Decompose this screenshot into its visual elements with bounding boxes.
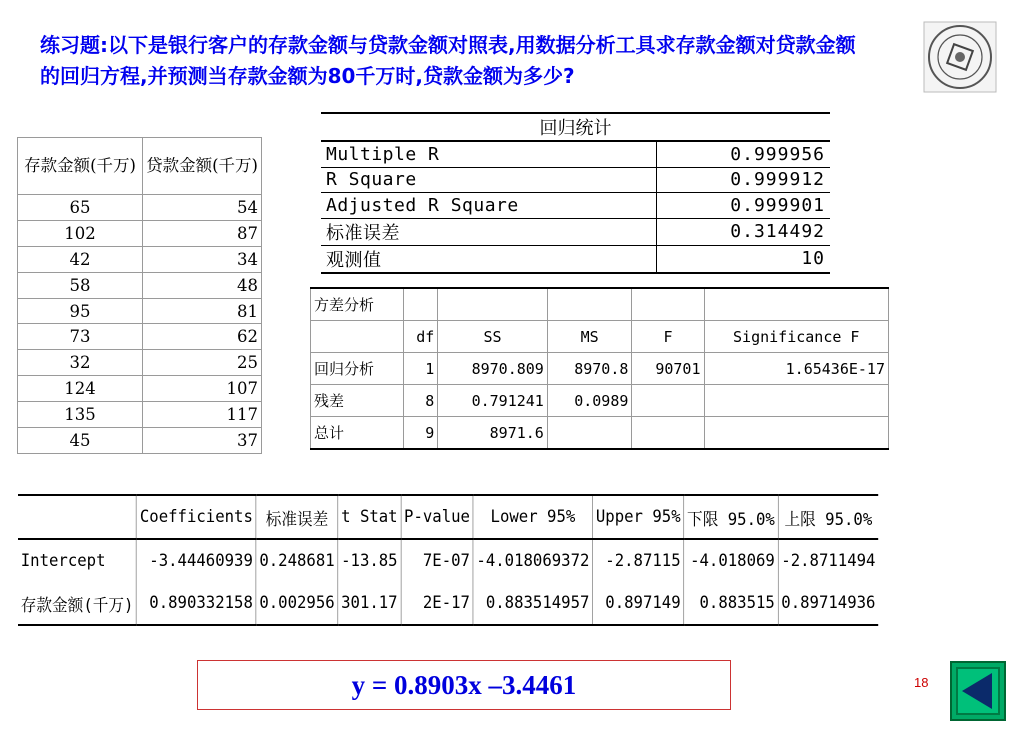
- coef-cell: 0.883514957: [473, 582, 592, 625]
- regression-equation: y = 0.8903x –3.4461: [197, 660, 731, 710]
- empty-cell: [632, 288, 704, 321]
- coef-cell: 7E-07: [401, 539, 473, 582]
- anova-cell: 8: [403, 385, 438, 417]
- empty-cell: [704, 288, 889, 321]
- table-row: [18, 350, 262, 376]
- empty-cell: [403, 288, 438, 321]
- stat-label: 标准误差: [321, 218, 656, 245]
- university-seal-icon: [923, 21, 997, 93]
- coef-header: 下限 95.0%: [684, 495, 778, 539]
- coef-row-label: 存款金额(千万): [18, 582, 137, 625]
- anova-table: [310, 287, 889, 450]
- table-row: [311, 385, 889, 417]
- anova-header: F: [632, 321, 704, 353]
- table-row: [321, 218, 830, 245]
- loan-cell: 48: [143, 272, 262, 298]
- anova-cell: 1.65436E-17: [704, 353, 889, 385]
- table-row: [18, 324, 262, 350]
- stat-label: Multiple R: [321, 141, 656, 167]
- deposit-cell: 73: [18, 324, 143, 350]
- table-row: [311, 353, 889, 385]
- anova-cell: [632, 385, 704, 417]
- anova-cell: 1: [403, 353, 438, 385]
- anova-header: [311, 321, 404, 353]
- coef-header-row: [18, 495, 878, 539]
- table-row: [18, 195, 262, 221]
- stat-label: Adjusted R Square: [321, 193, 656, 219]
- anova-cell: [704, 417, 889, 450]
- table-row: [18, 246, 262, 272]
- empty-cell: [547, 288, 632, 321]
- stat-value: 0.999956: [656, 141, 830, 167]
- table-row: [311, 417, 889, 450]
- table-row: [321, 193, 830, 219]
- coef-cell: 0.248681: [256, 539, 338, 582]
- deposit-cell: 58: [18, 272, 143, 298]
- loan-cell: 25: [143, 350, 262, 376]
- coef-header: Coefficients: [137, 495, 256, 539]
- header-deposit: 存款金额(千万): [18, 138, 143, 195]
- loan-cell: 62: [143, 324, 262, 350]
- exercise-title: 练习题:以下是银行客户的存款金额与贷款金额对照表,用数据分析工具求存款金额对贷款金额的回归方程,并预测当存款金额为80千万时,贷款金额为多少?: [40, 33, 856, 88]
- anova-caption: 方差分析: [311, 288, 404, 321]
- anova-cell: 8970.8: [547, 353, 632, 385]
- deposit-loan-table: [17, 137, 262, 454]
- coef-header: t Stat: [338, 495, 401, 539]
- table-row: [321, 141, 830, 167]
- coef-row-label: Intercept: [18, 539, 137, 582]
- loan-cell: 87: [143, 220, 262, 246]
- deposit-cell: 45: [18, 428, 143, 454]
- anova-header: df: [403, 321, 438, 353]
- coef-cell: -4.018069: [684, 539, 778, 582]
- deposit-cell: 42: [18, 246, 143, 272]
- anova-cell: [632, 417, 704, 450]
- anova-row-label: 回归分析: [311, 353, 404, 385]
- deposit-cell: 135: [18, 402, 143, 428]
- table-row: [18, 376, 262, 402]
- loan-cell: 81: [143, 298, 262, 324]
- coef-cell: 301.17: [338, 582, 401, 625]
- table-row: [321, 167, 830, 193]
- table-row: [18, 582, 878, 625]
- stat-value: 0.999901: [656, 193, 830, 219]
- coef-header: 标准误差: [256, 495, 338, 539]
- coef-cell: -13.85: [338, 539, 401, 582]
- anova-header: SS: [438, 321, 548, 353]
- anova-cell: 90701: [632, 353, 704, 385]
- coef-cell: 0.897149: [593, 582, 684, 625]
- coef-cell: -4.018069372: [473, 539, 592, 582]
- stat-value: 10: [656, 245, 830, 273]
- coef-header: P-value: [401, 495, 473, 539]
- stat-label: 观测值: [321, 245, 656, 273]
- anova-cell: 0.791241: [438, 385, 548, 417]
- anova-header-row: [311, 321, 889, 353]
- table-row: [18, 220, 262, 246]
- deposit-cell: 32: [18, 350, 143, 376]
- page-number: 18: [914, 675, 929, 690]
- anova-row-label: 残差: [311, 385, 404, 417]
- table-row: [321, 245, 830, 273]
- stat-value: 0.314492: [656, 218, 830, 245]
- loan-cell: 117: [143, 402, 262, 428]
- coef-header: Lower 95%: [473, 495, 592, 539]
- table-row: [18, 539, 878, 582]
- back-button[interactable]: [950, 661, 1006, 721]
- anova-header: Significance F: [704, 321, 889, 353]
- coef-cell: 2E-17: [401, 582, 473, 625]
- coef-cell: -2.8711494: [778, 539, 878, 582]
- coef-cell: 0.890332158: [137, 582, 256, 625]
- coef-cell: -2.87115: [593, 539, 684, 582]
- coefficients-table: [18, 494, 878, 626]
- deposit-cell: 95: [18, 298, 143, 324]
- table-row: [18, 272, 262, 298]
- coef-header: 上限 95.0%: [778, 495, 878, 539]
- deposit-cell: 102: [18, 220, 143, 246]
- coef-header: Upper 95%: [593, 495, 684, 539]
- table-row: [18, 402, 262, 428]
- deposit-cell: 65: [18, 195, 143, 221]
- coef-cell: -3.44460939: [137, 539, 256, 582]
- anova-cell: 8970.809: [438, 353, 548, 385]
- coef-header: [18, 495, 137, 539]
- anova-cell: 8971.6: [438, 417, 548, 450]
- anova-row-label: 总计: [311, 417, 404, 450]
- loan-cell: 37: [143, 428, 262, 454]
- anova-cell: [547, 417, 632, 450]
- anova-cell: [704, 385, 889, 417]
- loan-cell: 34: [143, 246, 262, 272]
- anova-header: MS: [547, 321, 632, 353]
- regression-stats-caption: 回归统计: [321, 113, 830, 141]
- table-row: [18, 428, 262, 454]
- back-arrow-icon: [950, 661, 1006, 721]
- coef-cell: 0.89714936: [778, 582, 878, 625]
- coef-cell: 0.002956: [256, 582, 338, 625]
- loan-cell: 107: [143, 376, 262, 402]
- loan-cell: 54: [143, 195, 262, 221]
- stat-value: 0.999912: [656, 167, 830, 193]
- anova-cell: 9: [403, 417, 438, 450]
- coef-cell: 0.883515: [684, 582, 778, 625]
- regression-statistics-table: [321, 112, 830, 274]
- stat-label: R Square: [321, 167, 656, 193]
- table-row: [18, 298, 262, 324]
- anova-cell: 0.0989: [547, 385, 632, 417]
- empty-cell: [438, 288, 548, 321]
- header-loan: 贷款金额(千万): [143, 138, 262, 195]
- deposit-cell: 124: [18, 376, 143, 402]
